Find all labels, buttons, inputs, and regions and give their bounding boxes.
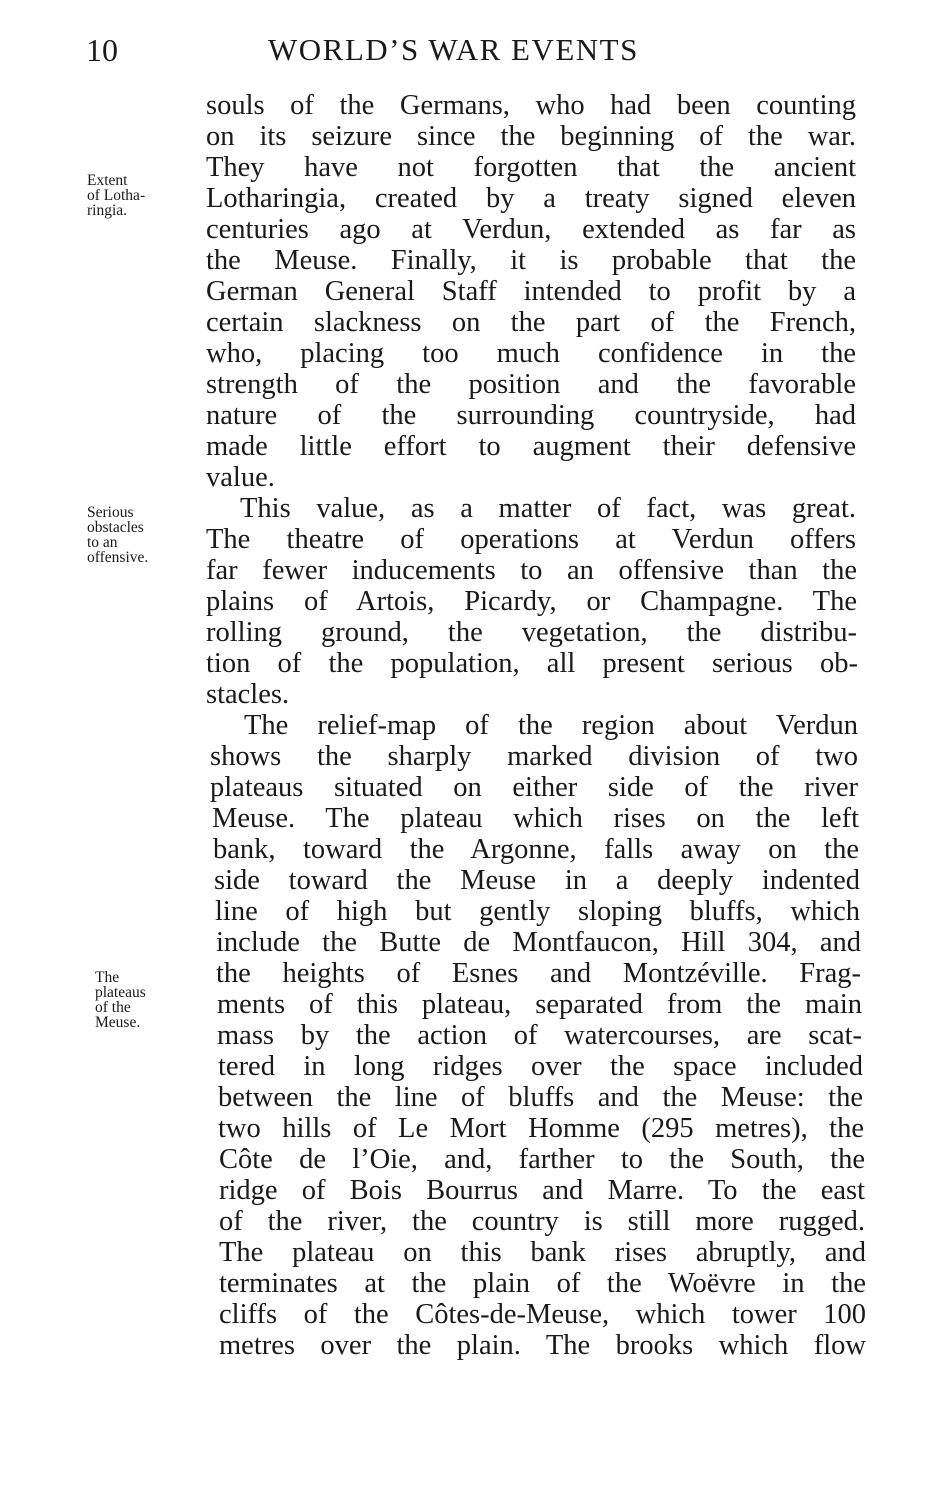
text-line: The relief-map of the region about Verdun — [244, 710, 858, 741]
margin-note-line: Extent — [87, 172, 128, 189]
text-line: nature of the surrounding countryside, had — [206, 400, 856, 431]
text-line: souls of the Germans, who had been counting — [206, 90, 856, 121]
text-line: metres over the plain. The brooks which flow — [219, 1330, 866, 1361]
text-line: terminates at the plain of the Woëvre in the — [219, 1268, 866, 1299]
margin-note-line: to an — [87, 534, 118, 551]
margin-note-line: Serious — [87, 504, 134, 521]
text-line: side toward the Meuse in a deeply indented — [214, 865, 860, 896]
text-line: shows the sharply marked division of two — [210, 741, 858, 772]
text-line: bank, toward the Argonne, falls away on the — [213, 834, 859, 865]
text-line: mass by the action of watercourses, are scat- — [217, 1020, 862, 1051]
text-line: made little effort to augment their defensive — [206, 431, 856, 462]
text-line: on its seizure since the beginning of the war. — [206, 121, 856, 152]
text-line: German General Staff intended to profit by a — [206, 276, 856, 307]
text-line: cliffs of the Côtes-de-Meuse, which tower 100 — [219, 1299, 866, 1330]
text-line: far fewer inducements to an offensive than the — [206, 555, 857, 586]
text-line: stacles. — [206, 679, 290, 710]
margin-note-lotharingia — [87, 173, 145, 218]
margin-note-line: Meuse. — [95, 1014, 141, 1031]
text-line: plains of Artois, Picardy, or Champagne. The — [206, 586, 857, 617]
text-line: tion of the population, all present serious ob- — [206, 648, 858, 679]
text-line: certain slackness on the part of the French, — [206, 307, 856, 338]
text-line: ridge of Bois Bourrus and Marre. To the east — [219, 1175, 865, 1206]
text-line: who, placing too much confidence in the — [206, 338, 856, 369]
margin-note-plateaus — [95, 970, 146, 1030]
text-line: centuries ago at Verdun, extended as far as — [206, 214, 856, 245]
margin-note-line: of Lotha- — [87, 187, 146, 204]
text-line: include the Butte de Montfaucon, Hill 304, and — [216, 927, 861, 958]
text-line: strength of the position and the favorable — [206, 369, 856, 400]
margin-note-line: ringia. — [87, 202, 128, 219]
text-line: plateaus situated on either side of the river — [210, 772, 858, 803]
margin-note-line: plateaus — [95, 984, 146, 1001]
text-line: tered in long ridges over the space included — [218, 1051, 863, 1082]
page-number: 10 — [86, 32, 118, 68]
text-line: between the line of bluffs and the Meuse: the — [218, 1082, 863, 1113]
text-line: line of high but gently sloping bluffs, which — [215, 896, 860, 927]
text-line: Lotharingia, created by a treaty signed eleven — [206, 183, 856, 214]
text-line: ments of this plateau, separated from the main — [217, 989, 862, 1020]
text-line: value. — [206, 462, 275, 493]
text-line: rolling ground, the vegetation, the distribu- — [206, 617, 857, 648]
margin-note-line: of the — [95, 999, 131, 1016]
text-line: They have not forgotten that the ancient — [206, 152, 856, 183]
margin-note-line: obstacles — [87, 519, 144, 536]
text-line: The plateau on this bank rises abruptly, and — [219, 1237, 866, 1268]
text-line: Côte de l’Oie, and, farther to the South, the — [219, 1144, 865, 1175]
text-line: two hills of Le Mort Homme (295 metres), the — [218, 1113, 864, 1144]
text-line: the heights of Esnes and Montzéville. Frag- — [216, 958, 861, 989]
margin-note-line: offensive. — [87, 549, 149, 566]
running-head: WORLD’S WAR EVENTS — [268, 32, 639, 67]
text-line: The theatre of operations at Verdun offers — [206, 524, 856, 555]
text-line: This value, as a matter of fact, was great. — [240, 493, 856, 524]
margin-note-line: The — [95, 969, 120, 986]
page-header — [0, 30, 950, 70]
text-line: of the river, the country is still more rugged. — [219, 1206, 865, 1237]
margin-note-obstacles — [87, 505, 148, 565]
text-line: Meuse. The plateau which rises on the left — [212, 803, 859, 834]
text-line: the Meuse. Finally, it is probable that the — [206, 245, 856, 276]
